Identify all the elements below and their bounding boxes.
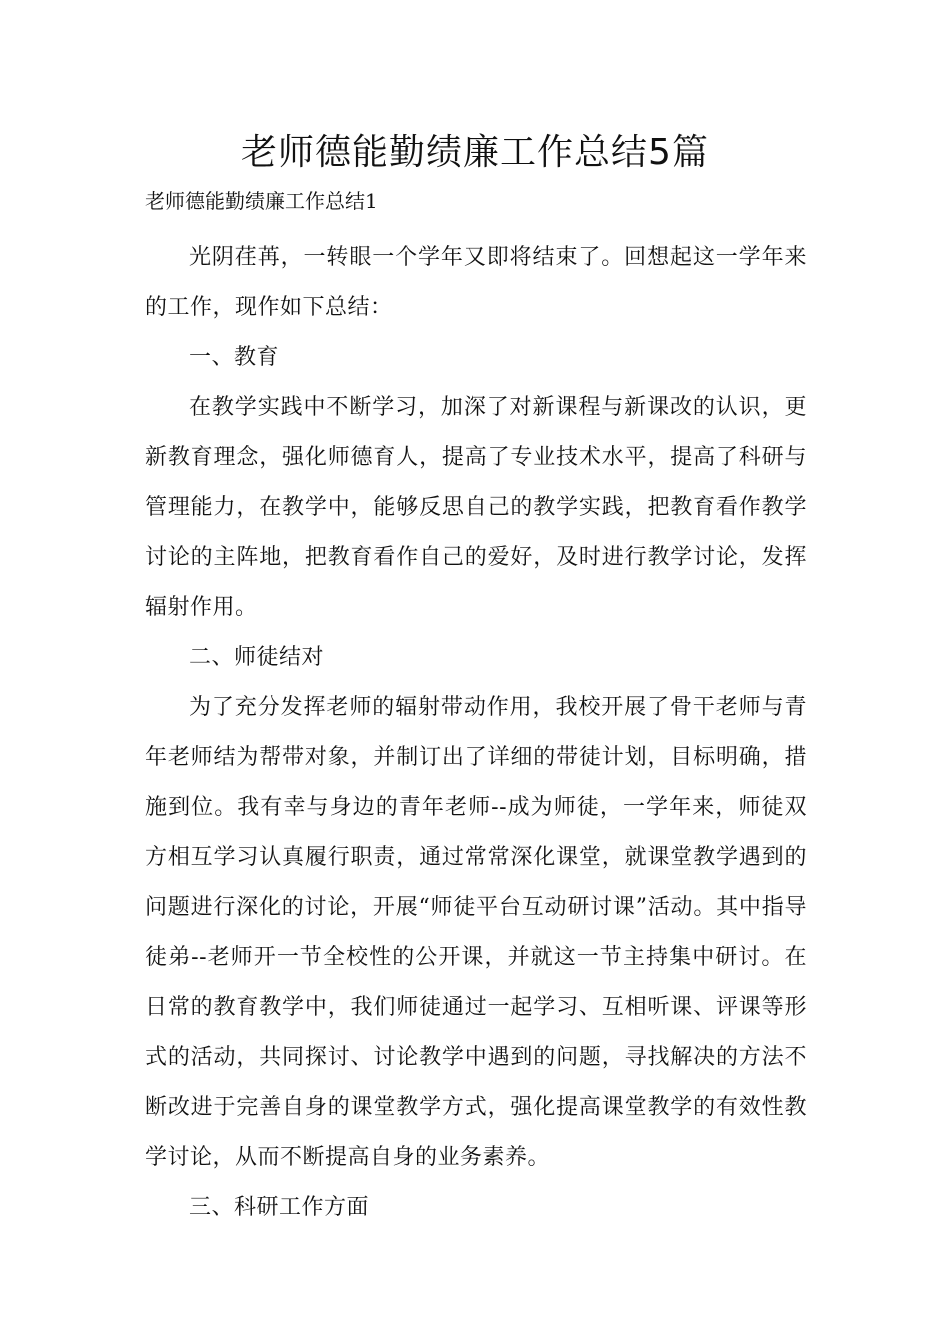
section-heading-research: 三、科研工作方面	[189, 1195, 370, 1220]
document-body	[145, 233, 807, 1233]
paragraph-intro: 光阴荏苒，一转眼一个学年又即将结束了。回想起这一学年来的工作，现作如下总结：	[145, 245, 807, 320]
section-heading-education: 一、教育	[189, 345, 280, 370]
section-heading-mentorship: 二、师徒结对	[189, 645, 325, 670]
paragraph-mentorship: 为了充分发挥老师的辐射带动作用，我校开展了骨干老师与青年老师结为帮带对象，并制订出了详细的带徒计划，目标明确，措施到位。我有幸与身边的青年老师--成为师徒，一学年来，师徒双方相互学习认真履行职责，通过常常深化课堂，就课堂教学遇到的问题进行深化的讨论，开展“师徒平台互动研讨课”活动。其中指导徒弟--老师开一节全校性的公开课，并就这一节主持集中研讨。在日常的教育教学中，我们师徒通过一起学习、互相听课、评课等形式的活动，共同探讨、讨论教学中遇到的问题，寻找解决的方法不断改进于完善自身的课堂教学方式，强化提高课堂教学的有效性教学讨论，从而不断提高自身的业务素养。	[145, 695, 807, 1170]
document-subtitle: 老师德能勤绩廉工作总结1	[145, 189, 378, 213]
paragraph-education: 在教学实践中不断学习，加深了对新课程与新课改的认识，更新教育理念，强化师德育人，提高了专业技术水平，提高了科研与管理能力，在教学中，能够反思自己的教学实践，把教育看作教学讨论的主阵地，把教育看作自己的爱好，及时进行教学讨论，发挥辐射作用。	[145, 395, 807, 620]
document-title: 老师德能勤绩廉工作总结5篇	[241, 132, 709, 173]
